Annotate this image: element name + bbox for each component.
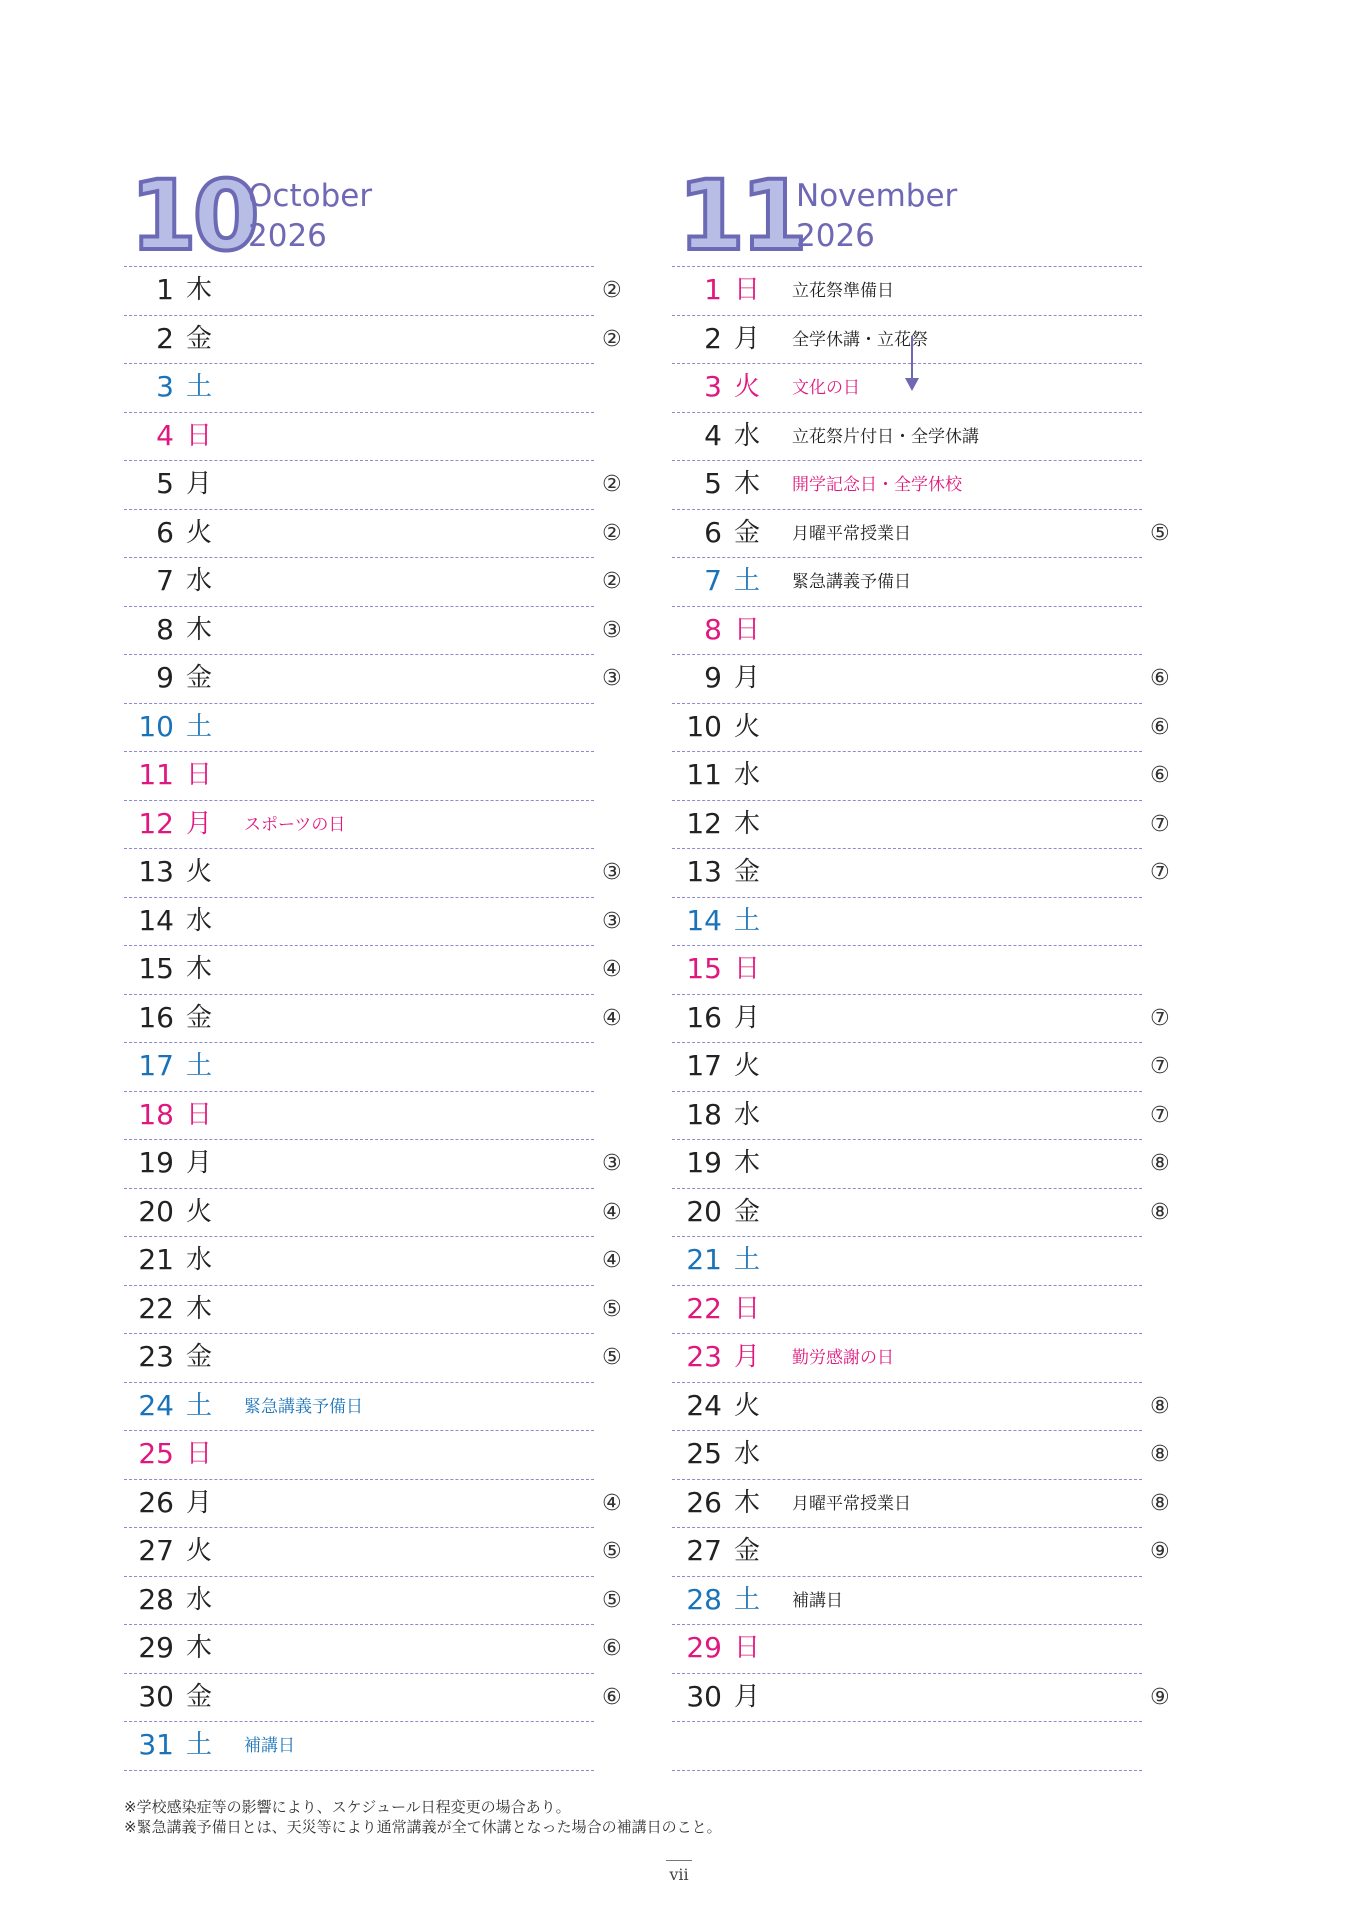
day-row [672,1528,1170,1577]
weekday-label: 金 [186,1002,213,1033]
day-row [124,510,622,559]
weekday-label: 日 [734,1633,761,1663]
month-title [248,176,372,256]
lecture-count: ⑧ [1150,1151,1170,1176]
lecture-count: ④ [602,1248,622,1273]
day-row [124,364,594,413]
lecture-count: ⑦ [1150,1102,1170,1128]
day-number: 10 [686,709,722,743]
day-number: 3 [704,370,722,403]
day-row [672,898,1142,947]
lecture-count: ④ [602,1005,622,1031]
weekday-label: 水 [186,1584,213,1615]
day-number: 28 [686,1582,722,1616]
day-note: 勤労感謝の日 [792,1348,894,1368]
day-row [672,461,1142,510]
weekday-label: 月 [734,1681,761,1712]
day-number: 15 [138,952,174,985]
weekday-label: 土 [186,711,213,742]
lecture-count: ③ [602,617,622,643]
day-row [124,316,622,365]
weekday-label: 土 [734,1584,761,1615]
lecture-count: ② [602,520,622,546]
day-row [672,1140,1170,1189]
day-row [124,801,594,850]
day-row [672,1334,1142,1383]
day-row [124,461,622,510]
day-row [672,752,1170,801]
day-number: 2 [704,321,722,355]
weekday-label: 日 [734,275,761,305]
lecture-count: ⑤ [602,1296,622,1322]
day-number: 15 [686,952,722,985]
day-row [672,801,1170,850]
day-number: 19 [686,1146,722,1179]
day-number: 28 [138,1582,174,1616]
day-row [124,1722,594,1771]
weekday-label: 日 [186,1099,213,1130]
lecture-count: ⑦ [1150,1054,1170,1079]
day-note: 緊急講義予備日 [792,572,911,592]
weekday-label: 金 [186,1681,213,1712]
weekday-label: 金 [186,663,213,693]
weekday-label: 火 [186,857,213,887]
day-row [672,704,1170,753]
day-number: 16 [686,1000,722,1034]
weekday-label: 月 [186,1148,213,1178]
day-number: 10 [138,709,174,743]
day-number: 9 [704,661,722,694]
weekday-label: 火 [186,1196,213,1227]
day-number: 13 [138,855,174,888]
day-row [124,1528,622,1577]
month-title [796,176,957,256]
weekday-label: 木 [734,1487,761,1518]
day-row [672,316,1142,365]
lecture-count: ④ [602,1199,622,1225]
day-number: 27 [138,1534,174,1567]
weekday-label: 金 [734,857,761,887]
day-row [672,946,1142,995]
day-number: 30 [686,1679,722,1713]
weekday-label: 月 [734,1342,761,1372]
page-number: vii [666,1860,692,1884]
weekday-label: 土 [734,566,761,596]
lecture-count: ⑥ [1150,763,1170,788]
day-number: 30 [138,1679,174,1713]
day-note: 補講日 [244,1736,295,1756]
day-row [124,1577,622,1626]
day-row [124,898,622,947]
lecture-count: ③ [602,908,622,934]
day-number: 18 [138,1097,174,1131]
day-number: 14 [686,903,722,937]
day-number: 1 [156,273,174,306]
month-year: 2026 [796,218,875,254]
day-row [672,1722,1142,1771]
lecture-count: ③ [602,666,622,691]
weekday-label: 金 [734,1196,761,1227]
weekday-label: 火 [186,517,213,548]
day-row [672,607,1142,656]
day-number: 17 [686,1049,722,1082]
footnote: ※緊急講義予備日とは、天災等により通常講義が全て休講となった場合の補講日のこと。 [124,1818,722,1836]
lecture-count: ⑤ [602,1345,622,1370]
day-number: 2 [156,321,174,355]
weekday-label: 日 [186,1439,213,1469]
lecture-count: ③ [602,1151,622,1176]
lecture-count: ⑦ [1150,860,1170,885]
weekday-label: 土 [734,905,761,936]
day-number: 4 [704,418,722,452]
day-number: 29 [686,1631,722,1664]
day-number: 26 [686,1485,722,1519]
lecture-count: ④ [602,957,622,982]
lecture-count: ⑥ [602,1636,622,1661]
lecture-count: ② [602,569,622,594]
lecture-count: ⑧ [1150,1393,1170,1419]
weekday-label: 月 [734,1002,761,1033]
weekday-label: 火 [734,1390,761,1421]
day-number: 27 [686,1534,722,1567]
day-number: 8 [704,612,722,646]
day-number: 7 [704,564,722,597]
day-note: 文化の日 [792,378,860,398]
weekday-label: 水 [186,905,213,936]
day-number: 20 [138,1194,174,1228]
day-note: 月曜平常授業日 [792,523,911,544]
month-header [672,160,1142,272]
day-note: スポーツの日 [244,814,346,835]
lecture-count: ⑦ [1150,811,1170,837]
day-note: 全学休講・立花祭 [792,329,928,350]
day-row [124,1043,594,1092]
day-row [672,995,1170,1044]
day-row [124,1480,622,1529]
day-number: 14 [138,903,174,937]
day-number: 22 [138,1291,174,1325]
weekday-label: 月 [734,663,761,693]
day-row [124,704,594,753]
day-row [672,1674,1170,1723]
footnotes [124,1797,722,1837]
day-row [124,655,622,704]
day-number: 18 [686,1097,722,1131]
weekday-label: 火 [734,1051,761,1081]
day-row [124,752,594,801]
day-row [672,1480,1170,1529]
day-number: 11 [686,758,722,791]
day-list [124,266,622,1771]
lecture-count: ⑨ [1150,1684,1170,1710]
day-row [124,1140,622,1189]
weekday-label: 水 [734,420,761,451]
weekday-label: 日 [186,760,213,790]
weekday-label: 水 [734,1099,761,1130]
day-row [124,1092,594,1141]
lecture-count: ⑥ [602,1684,622,1710]
day-number: 21 [686,1243,722,1276]
weekday-label: 水 [186,1245,213,1275]
lecture-count: ⑤ [602,1587,622,1613]
day-number: 29 [138,1631,174,1664]
lecture-count: ⑥ [1150,714,1170,740]
day-row [672,1286,1142,1335]
weekday-label: 火 [734,372,761,402]
november-calendar [672,160,1170,1771]
month-name: November [796,178,958,214]
weekday-label: 木 [186,1633,213,1663]
day-number: 7 [156,564,174,597]
october-calendar [124,160,622,1771]
day-row [672,413,1142,462]
weekday-label: 火 [734,711,761,742]
day-number: 24 [686,1388,722,1422]
month-header [124,160,594,272]
weekday-label: 月 [186,808,213,839]
day-row [124,1431,594,1480]
weekday-label: 木 [186,1293,213,1324]
day-number: 24 [138,1388,174,1422]
day-number: 22 [686,1291,722,1325]
footnote: ※学校感染症等の影響により、スケジュール日程変更の場合あり。 [124,1798,571,1816]
day-number: 6 [704,515,722,549]
day-number: 8 [156,612,174,646]
lecture-count: ⑥ [1150,666,1170,691]
day-row [124,1189,622,1238]
weekday-label: 金 [734,517,761,548]
day-row [124,1334,622,1383]
month-number: 11 [678,160,804,272]
day-row [124,995,622,1044]
day-note: 緊急講義予備日 [244,1396,363,1417]
day-row [672,1189,1170,1238]
day-row [672,1043,1170,1092]
day-number: 26 [138,1485,174,1519]
day-number: 6 [156,515,174,549]
day-note: 開学記念日・全学休校 [792,475,962,495]
day-note: 補講日 [792,1590,843,1611]
day-row [124,413,594,462]
day-number: 12 [138,806,174,840]
day-number: 11 [138,758,174,791]
day-note: 立花祭準備日 [792,281,894,301]
lecture-count: ⑨ [1150,1539,1170,1564]
day-number: 23 [686,1340,722,1373]
day-number: 3 [156,370,174,403]
day-number: 5 [156,467,174,500]
day-number: 17 [138,1049,174,1082]
month-year: 2026 [248,218,327,254]
day-row [124,849,622,898]
lecture-count: ② [602,472,622,497]
weekday-label: 金 [734,1536,761,1566]
day-row [124,1674,622,1723]
weekday-label: 金 [186,1342,213,1372]
day-note: 月曜平常授業日 [792,1493,911,1514]
day-row [124,607,622,656]
day-number: 13 [686,855,722,888]
day-number: 1 [704,273,722,306]
weekday-label: 土 [186,1051,213,1081]
weekday-label: 月 [734,323,761,354]
day-row [124,1383,594,1432]
day-number: 21 [138,1243,174,1276]
day-row [124,267,622,316]
weekday-label: 土 [734,1245,761,1275]
day-number: 25 [138,1437,174,1470]
lecture-count: ③ [602,860,622,885]
weekday-label: 日 [734,954,761,984]
day-number: 5 [704,467,722,500]
weekday-label: 月 [186,469,213,499]
day-number: 12 [686,806,722,840]
day-number: 16 [138,1000,174,1034]
weekday-label: 木 [186,614,213,645]
day-list [672,266,1170,1771]
day-row [672,655,1170,704]
day-number: 25 [686,1437,722,1470]
lecture-count: ② [602,326,622,352]
day-row [672,267,1142,316]
weekday-label: 土 [186,372,213,402]
weekday-label: 日 [734,614,761,645]
day-note: 立花祭片付日・全学休講 [792,426,979,447]
weekday-label: 水 [734,1439,761,1469]
weekday-label: 日 [186,420,213,451]
day-number: 19 [138,1146,174,1179]
month-number: 10 [130,160,256,272]
day-row [672,558,1142,607]
day-number: 4 [156,418,174,452]
lecture-count: ⑤ [602,1539,622,1564]
lecture-count: ⑦ [1150,1005,1170,1031]
lecture-count: ⑧ [1150,1199,1170,1225]
day-row [672,1237,1142,1286]
lecture-count: ② [602,278,622,303]
day-row [124,1286,622,1335]
day-row [124,946,622,995]
day-row [672,849,1170,898]
weekday-label: 木 [734,808,761,839]
day-number: 23 [138,1340,174,1373]
weekday-label: 水 [186,566,213,596]
day-row [672,510,1170,559]
weekday-label: 土 [186,1390,213,1421]
day-row [672,1577,1142,1626]
weekday-label: 水 [734,760,761,790]
day-row [672,1625,1142,1674]
day-number: 31 [138,1728,174,1761]
day-row [124,1237,622,1286]
lecture-count: ⑧ [1150,1442,1170,1467]
day-number: 20 [686,1194,722,1228]
month-name: October [248,178,373,214]
day-row [124,558,622,607]
weekday-label: 木 [734,1148,761,1178]
day-row [672,1431,1170,1480]
day-row [672,1092,1170,1141]
lecture-count: ⑧ [1150,1490,1170,1516]
weekday-label: 木 [186,275,213,305]
weekday-label: 日 [734,1293,761,1324]
weekday-label: 木 [734,469,761,499]
lecture-count: ④ [602,1490,622,1516]
day-number: 9 [156,661,174,694]
day-row [672,1383,1170,1432]
day-row [124,1625,622,1674]
lecture-count: ⑤ [1150,520,1170,546]
weekday-label: 金 [186,323,213,354]
weekday-label: 土 [186,1730,213,1760]
day-row [672,364,1142,413]
weekday-label: 木 [186,954,213,984]
weekday-label: 月 [186,1487,213,1518]
weekday-label: 火 [186,1536,213,1566]
